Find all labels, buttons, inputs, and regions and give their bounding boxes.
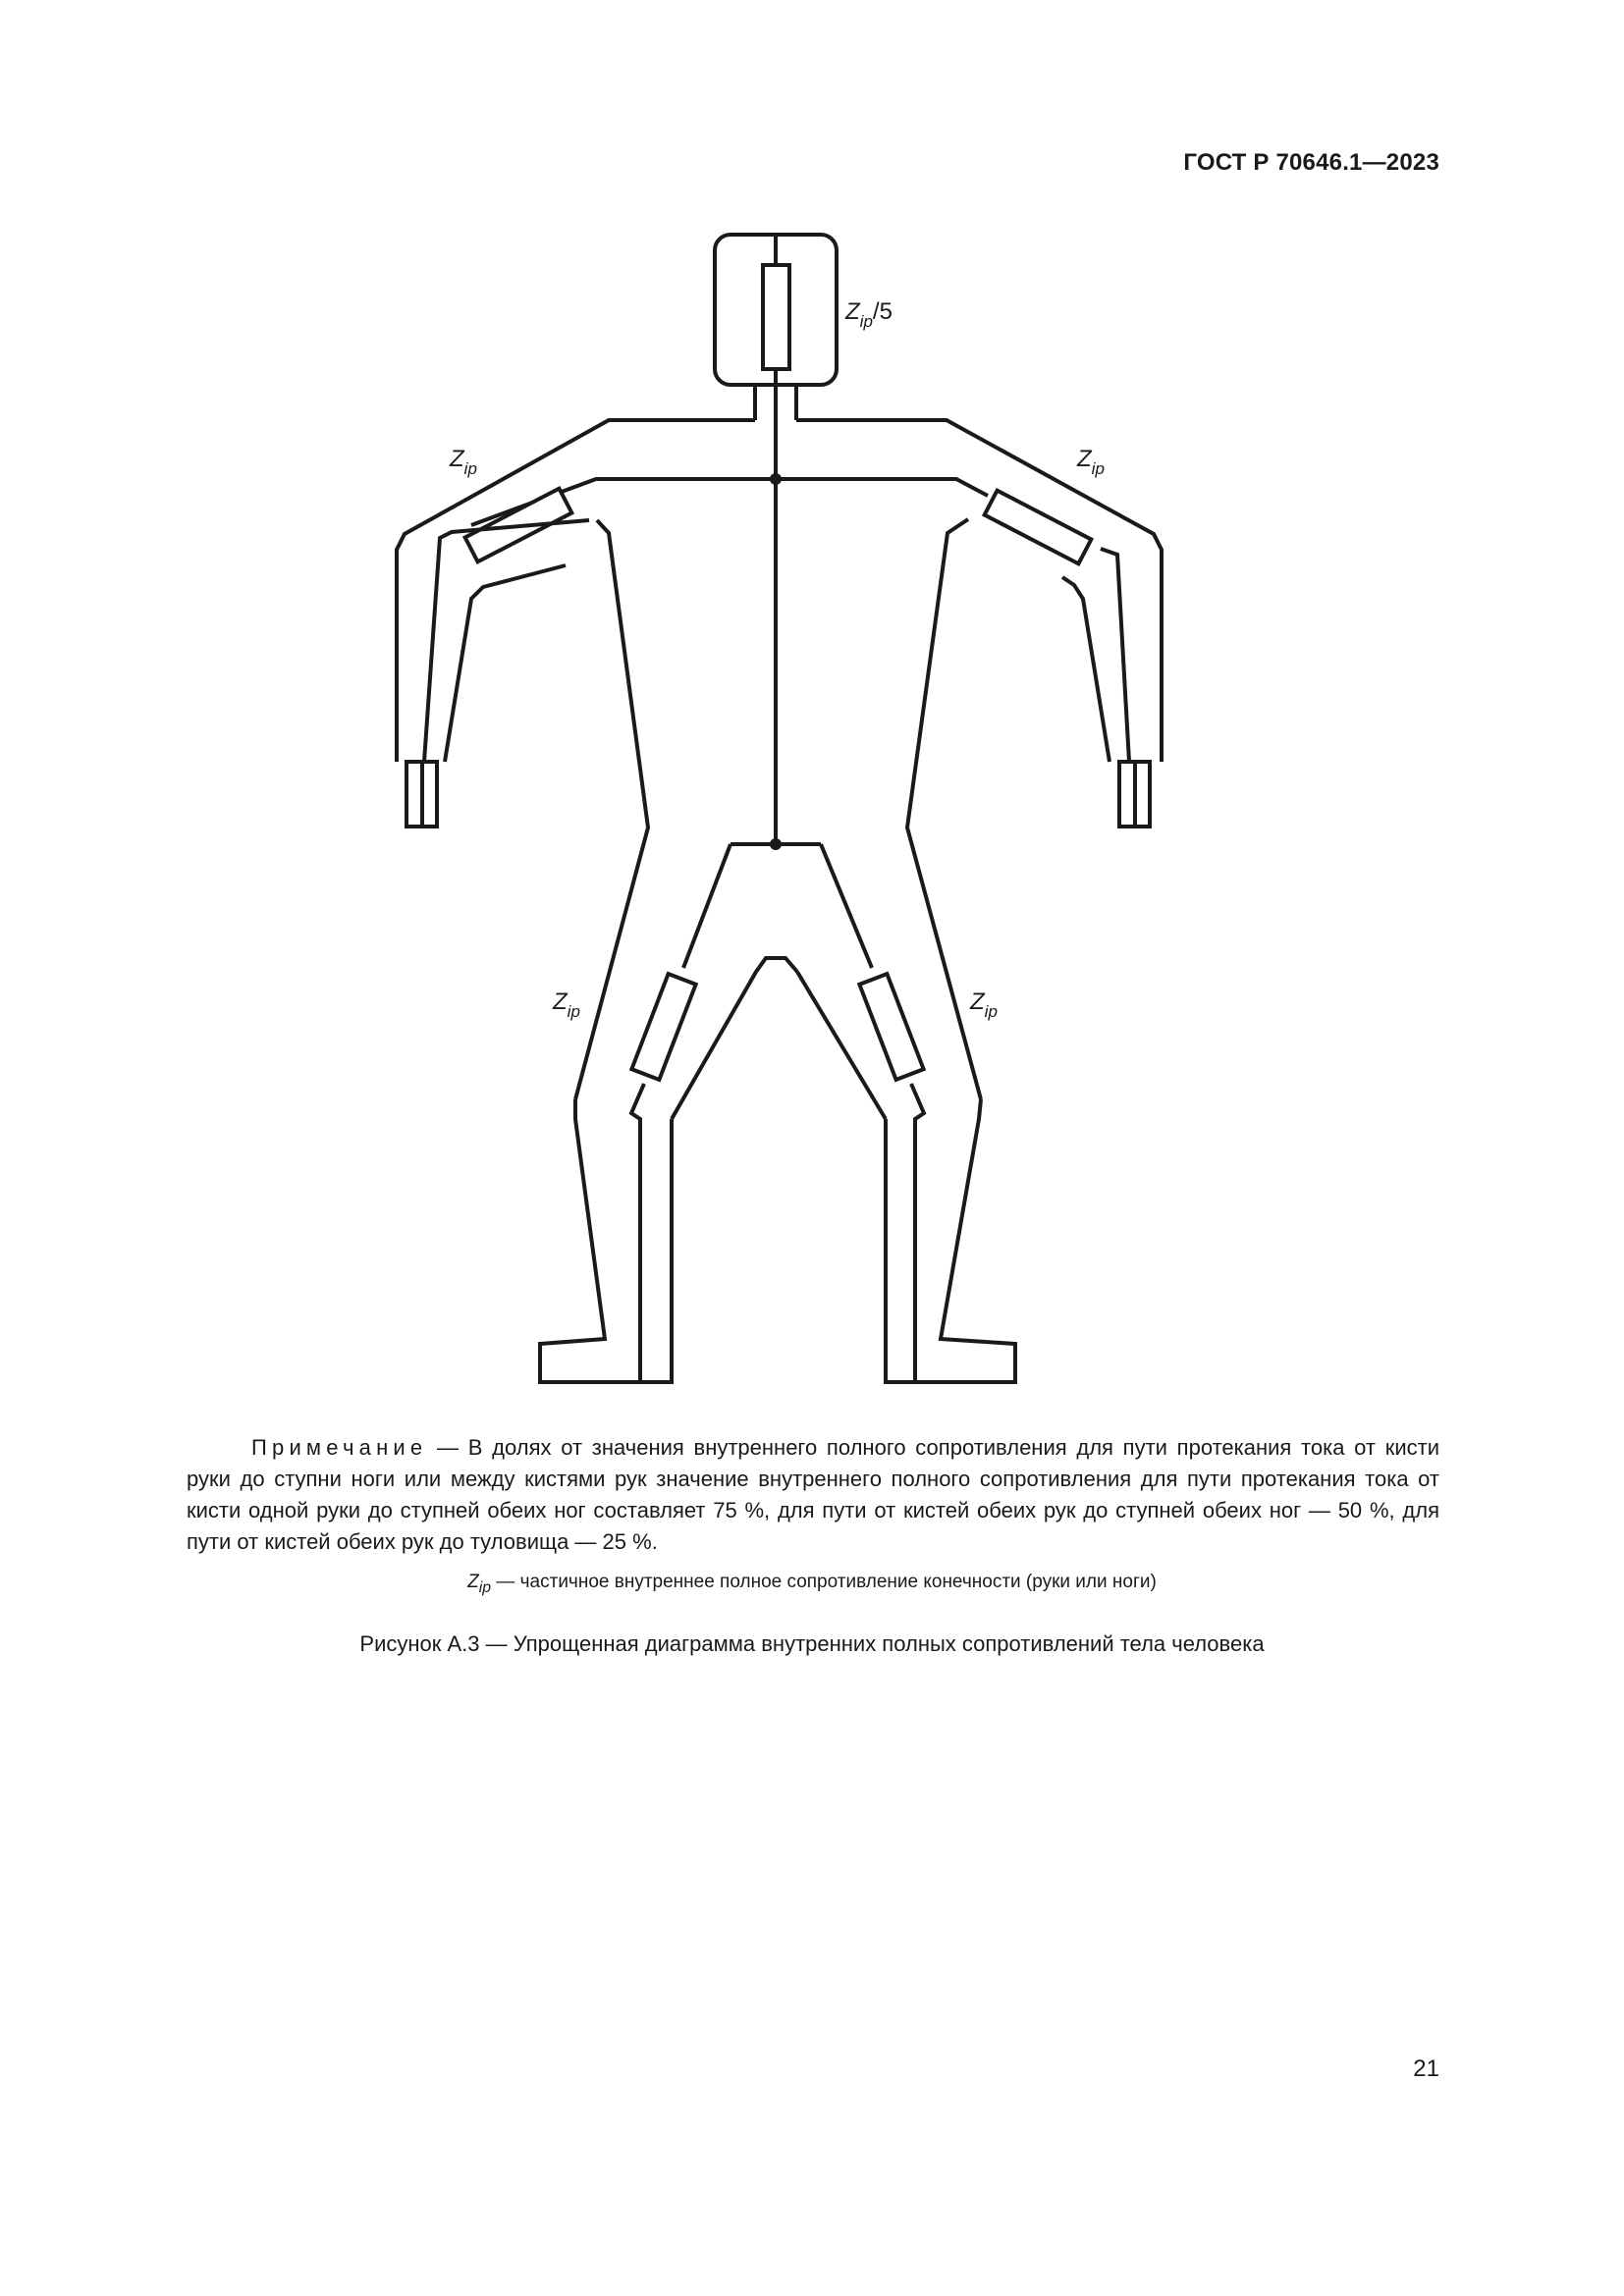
label-head-suffix: /5 (872, 298, 893, 325)
left-leg-inner (683, 844, 731, 968)
left-torso-side (575, 520, 648, 1099)
right-arm-resistor (985, 491, 1092, 564)
page-number: 21 (1413, 2056, 1439, 2082)
label-left-leg (552, 988, 580, 1021)
label-right-leg-subscript: ip (984, 1002, 998, 1021)
legend-text: — частичное внутреннее полное сопротивление конечности (руки или ноги) (491, 1572, 1157, 1592)
label-right-arm-subscript: ip (1091, 459, 1105, 478)
label-head-symbol: Z (845, 298, 860, 325)
note-label: Примечание (251, 1435, 428, 1460)
note-text: — В долях от значения внутреннего полного сопротивления для пути протекания тока от кисти руки до ступни ноги или между кистями рук значение внутреннего полного сопротивления для пути протекания тока от кисти одной руки до ступней обеих ног составляет 75 %, для пути от кистей обеих рук до ступней обеих ног — 50 %, для пути от кистей обеих рук до туловища — 25 %. (187, 1435, 1439, 1554)
right-leg-inner-lower (911, 1084, 924, 1382)
left-arm-inner-lower (445, 565, 566, 762)
document-header: ГОСТ Р 70646.1—2023 (1183, 149, 1439, 176)
right-arm-outer (796, 420, 1162, 762)
label-left-arm (449, 446, 477, 478)
label-left-arm-symbol: Z (450, 446, 464, 472)
label-head (844, 298, 893, 331)
label-left-arm-subscript: ip (463, 459, 477, 478)
left-leg-inner-lower (631, 1084, 644, 1382)
label-left-leg-subscript: ip (567, 1002, 580, 1021)
right-arm-inner-lower (1062, 577, 1110, 762)
label-right-leg (969, 988, 998, 1021)
shoulder-junction (770, 473, 782, 485)
label-left-leg-symbol: Z (553, 988, 568, 1015)
left-leg-outer (540, 1099, 672, 1382)
head-resistor (763, 265, 789, 369)
label-right-arm (1076, 446, 1105, 478)
right-leg-outer (886, 1099, 1015, 1382)
right-leg-inner (821, 844, 872, 968)
figure-note (187, 1432, 1439, 1558)
legend-subscript: ip (478, 1578, 492, 1596)
label-right-leg-symbol: Z (970, 988, 985, 1015)
label-right-arm-symbol: Z (1077, 446, 1092, 472)
label-head-subscript: ip (859, 312, 873, 331)
left-leg-resistor (631, 974, 695, 1080)
figure-legend (0, 1572, 1624, 1597)
figure-caption: Рисунок А.3 — Упрощенная диаграмма внутренних полных сопротивлений тела человека (359, 1631, 1265, 1656)
right-leg-resistor (859, 974, 923, 1080)
legend-symbol: Z (467, 1572, 479, 1592)
